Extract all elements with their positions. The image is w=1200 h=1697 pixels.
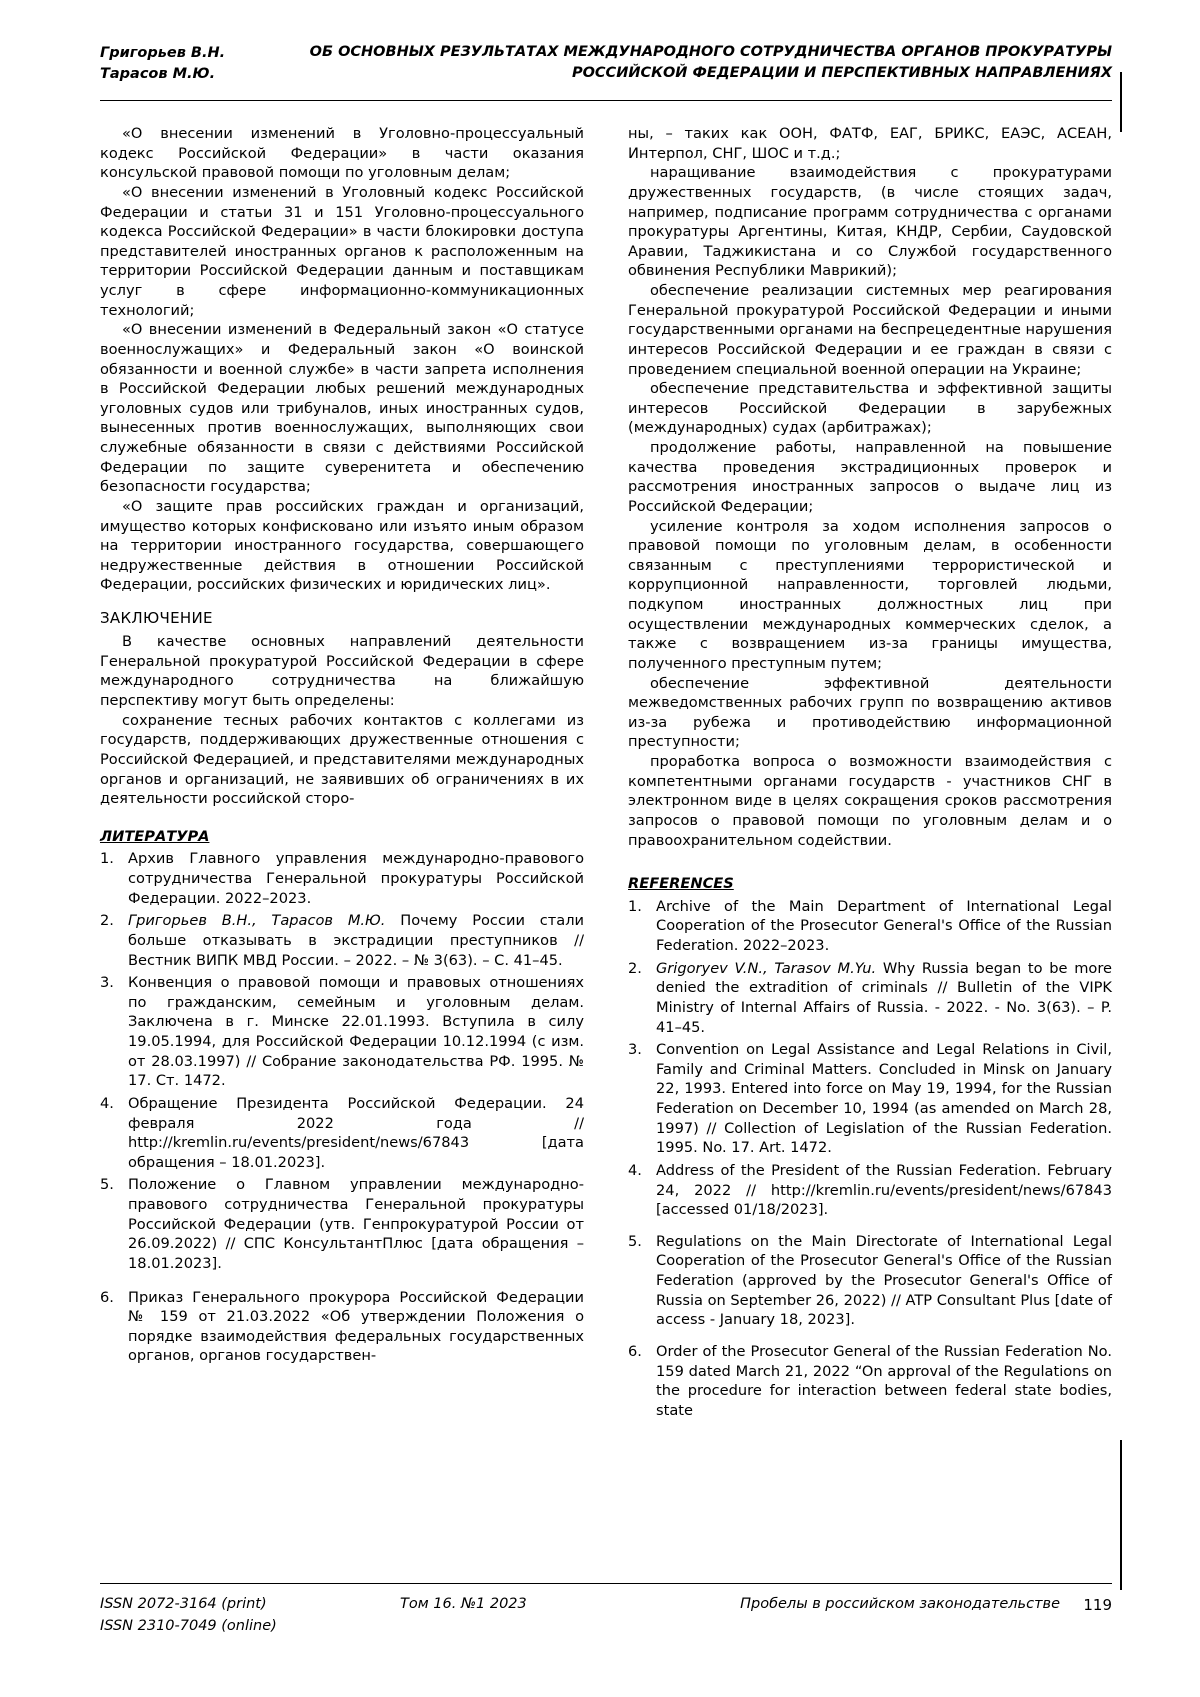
reference-item xyxy=(628,959,1112,1038)
paragraph: обеспечение реализации системных мер реагирования Генеральной прокуратурой Российской Федерации и иными государственными органами на беспрецедентные нарушения интересов Российской Федерации и ее граждан в связи с проведением специальной военной операции на Украине; xyxy=(628,282,1112,378)
right-column xyxy=(628,124,1112,1423)
reference-text: Григорьев В.Н., Тарасов М.Ю. Почему России стали больше отказывать в экстрадиции преступников // Вестник ВИПК МВД России. – 2022. – № 3(63). – С. 41–45. xyxy=(128,912,585,969)
issn-print: ISSN 2072-3164 (print) xyxy=(100,1596,267,1612)
reference-number: 4. xyxy=(100,1094,114,1112)
paragraph: наращивание взаимодействия с прокуратурами дружественных государств, (в числе стоящих задач, например, подписание программ сотрудничества с органами прокуратуры Аргентины, Китая, КНДР, Сербии, Саудовской Аравии, Таджикистана и со Службой государственного обвинения Республики Маврикий); xyxy=(628,164,1112,280)
header-author-1: Григорьев В.Н. xyxy=(100,45,226,61)
section-heading-conclusion: ЗАКЛЮЧЕНИЕ xyxy=(100,609,213,627)
paragraph: продолжение работы, направленной на повышение качества проведения экстрадиционных проверок и рассмотрения иностранных запросов о выдаче лиц из Российской Федерации; xyxy=(628,439,1112,515)
reference-text: Order of the Prosecutor General of the Russian Federation No. 159 dated March 21, 2022 “On approval of the Regulations on the procedure for interaction between federal state bodies, state xyxy=(656,1342,1112,1419)
header-divider xyxy=(100,100,1112,101)
issn-block xyxy=(100,1594,400,1638)
paragraph: «О внесении изменений в Уголовный кодекс Российской Федерации и статьи 31 и 151 Уголовно-процессуального кодекса Российской Федерации» в части блокировки доступа представителей иностранных органов к расположенным на территории Российской Федерации данным и поставщикам услуг в сфере информационно-коммуникационных технологий; xyxy=(100,183,584,319)
paragraph: ны, – таких как ООН, ФАТФ, ЕАГ, БРИКС, ЕАЭС, АСЕАН, Интерпол, СНГ, ШОС и т.д.; xyxy=(628,125,1112,162)
reference-number: 3. xyxy=(628,1041,642,1059)
reference-number: 6. xyxy=(628,1342,642,1360)
paragraph: обеспечение представительства и эффективной защиты интересов Российской Федерации в зарубежных (международных) судах (арбитражах); xyxy=(628,380,1112,437)
reference-number: 1. xyxy=(100,850,114,868)
page-header xyxy=(100,42,1112,85)
footer-divider xyxy=(100,1583,1112,1584)
header-title: ОБ ОСНОВНЫХ РЕЗУЛЬТАТАХ МЕЖДУНАРОДНОГО СОТРУДНИЧЕСТВА ОРГАНОВ ПРОКУРАТУРЫ РОССИЙСКОЙ ФЕДЕРАЦИИ И ПЕРСПЕКТИВНЫХ НАПРАВЛЕНИЯХ xyxy=(309,44,1112,82)
reference-item xyxy=(100,849,584,908)
reference-item xyxy=(628,1342,1112,1421)
page-footer xyxy=(100,1594,1112,1638)
paragraph: обеспечение эффективной деятельности межведомственных рабочих групп по возвращению активов из-за рубежа и противодействию информационной преступности; xyxy=(628,674,1112,751)
references-heading-en: REFERENCES xyxy=(628,875,734,893)
paragraph: «О защите прав российских граждан и организаций, имущество которых конфисковано или изъято иным образом на территории иностранного государства, совершающего недружественные действия в отношении Российской Федерации, российских физических и юридических лиц». xyxy=(100,497,584,594)
header-author-2: Тарасов М.Ю. xyxy=(100,66,216,83)
paragraph: проработка вопроса о возможности взаимодействия с компетентными органами государств - участников СНГ в электронном виде в целях сокращения сроков рассмотрения запросов о правовой помощи по уголовным делам и о правоохранительном содействии. xyxy=(628,753,1112,849)
reference-text: Regulations on the Main Directorate of International Legal Cooperation of the Prosecutor General's Office of the Russian Federation (approved by the Prosecutor General's Office of Russia on September 26, 2022) // ATP Consultant Plus [date of access - January 18, 2023]. xyxy=(656,1232,1112,1329)
reference-item xyxy=(100,1175,584,1273)
reference-text: Обращение Президента Российской Федерации. 24 февраля 2022 года // http://kremlin.ru/events/president/news/67843 [дата обращения – 18.01.2023]. xyxy=(128,1094,584,1171)
reference-text: Архив Главного управления международно-правового сотрудничества Генеральной прокуратуры Российской Федерации. 2022–2023. xyxy=(128,850,584,907)
references-list-en xyxy=(628,897,1112,1421)
page-number: 119 xyxy=(1083,1596,1112,1614)
references-heading-ru: ЛИТЕРАТУРА xyxy=(100,827,210,845)
volume-info: Том 16. №1 2023 xyxy=(400,1596,527,1612)
reference-number: 3. xyxy=(100,974,114,992)
journal-name: Пробелы в российском законодательстве xyxy=(740,1596,1060,1612)
crop-mark-bottom xyxy=(1120,1440,1122,1590)
crop-mark-top xyxy=(1120,72,1122,132)
reference-text: Grigoryev V.N., Tarasov M.Yu. Why Russia began to be more denied the extradition of criminals // Bulletin of the VIPK Ministry of Internal Affairs of Russia. - 2022. - No. 3(63). – P. 41–45. xyxy=(656,959,1112,1036)
reference-number: 1. xyxy=(628,897,642,915)
reference-item xyxy=(628,1232,1112,1330)
reference-item xyxy=(100,1288,584,1367)
header-authors xyxy=(100,42,225,85)
reference-number: 5. xyxy=(100,1176,114,1194)
paragraph: усиление контроля за ходом исполнения запросов о правовой помощи по уголовным делам, в особенности связанным с преступлениями террористической и коррупционной направленности, торговлей людьми, подкупом иностранных должностных лиц при осуществлении международных коммерческих сделок, а также с возвращением из-за границы имущества, полученного преступным путем; xyxy=(628,517,1112,672)
reference-authors: Grigoryev V.N., Tarasov M.Yu. xyxy=(656,959,877,977)
reference-number: 2. xyxy=(628,959,642,977)
issn-online: ISSN 2310-7049 (online) xyxy=(100,1617,277,1634)
reference-number: 6. xyxy=(100,1288,114,1306)
reference-authors: Григорьев В.Н., Тарасов М.Ю. xyxy=(128,912,386,930)
reference-item xyxy=(100,911,584,970)
reference-text: Конвенция о правовой помощи и правовых отношениях по гражданским, семейным и уголовным делам. Заключена в г. Минске 22.01.1993. Вступила в силу 19.05.1994, для Российской Федерации 10.12.1994 (с изм. от 28.03.1997) // Собрание законодательства РФ. 1995. № 17. Ст. 1472. xyxy=(128,974,584,1090)
article-body xyxy=(100,124,1112,1423)
reference-item xyxy=(628,897,1112,956)
paragraph: «О внесении изменений в Уголовно-процессуальный кодекс Российской Федерации» в части оказания консульской правовой помощи по уголовным делам; xyxy=(100,125,584,182)
reference-item xyxy=(100,1094,584,1173)
reference-item xyxy=(628,1040,1112,1158)
left-column xyxy=(100,124,584,1423)
reference-item xyxy=(100,973,584,1091)
reference-number: 2. xyxy=(100,912,114,930)
references-list-ru xyxy=(100,849,584,1366)
reference-text: Положение о Главном управлении международно-правового сотрудничества Генеральной прокуратуры Российской Федерации (утв. Генпрокуратурой России от 26.09.2022) // СПС КонсультантПлюс [дата обращения – 18.01.2023]. xyxy=(128,1176,584,1272)
reference-number: 5. xyxy=(628,1232,642,1250)
reference-text: Приказ Генерального прокурора Российской Федерации № 159 от 21.03.2022 «Об утверждении Положения о порядке взаимодействия федеральных государственных органов, органов государствен- xyxy=(128,1288,584,1365)
paragraph: «О внесении изменений в Федеральный закон «О статусе военнослужащих» и Федеральный закон «О воинской обязанности и военной службе» в части запрета исполнения в Российской Федерации любых решений международных уголовных судов или трибуналов, иных иностранных судов, вынесенных против военнослужащих, выполняющих свои служебные обязанности в связи с действиями Российской Федерации по защите суверенитета и обеспечению безопасности государства; xyxy=(100,321,584,496)
reference-text: Convention on Legal Assistance and Legal Relations in Civil, Family and Criminal Matters. Concluded in Minsk on January 22, 1993. Entered into force on May 19, 1994, for the Russian Federation on December 10, 1994 (as amended on March 28, 1997) // Collection of Legislation of the Russian Federation. 1995. No. 17. Art. 1472. xyxy=(656,1041,1112,1157)
reference-text: Address of the President of the Russian Federation. February 24, 2022 // http://kremlin.ru/events/president/news/67843 [accessed 01/18/2023]. xyxy=(656,1161,1112,1219)
paragraph: В качестве основных направлений деятельности Генеральной прокуратурой Российской Федерации в сфере международного сотрудничества на ближайшую перспективу могут быть определены: xyxy=(100,633,584,710)
reference-item xyxy=(628,1161,1112,1220)
reference-text: Archive of the Main Department of International Legal Cooperation of the Prosecutor General's Office of the Russian Federation. 2022–2023. xyxy=(656,897,1112,954)
reference-number: 4. xyxy=(628,1161,642,1179)
paragraph: сохранение тесных рабочих контактов с коллегами из государств, поддерживающих дружественные отношения с Российской Федерацией, и представителями международных органов и организаций, не заявивших об ограничениях в их деятельности российской сторо- xyxy=(100,711,584,808)
